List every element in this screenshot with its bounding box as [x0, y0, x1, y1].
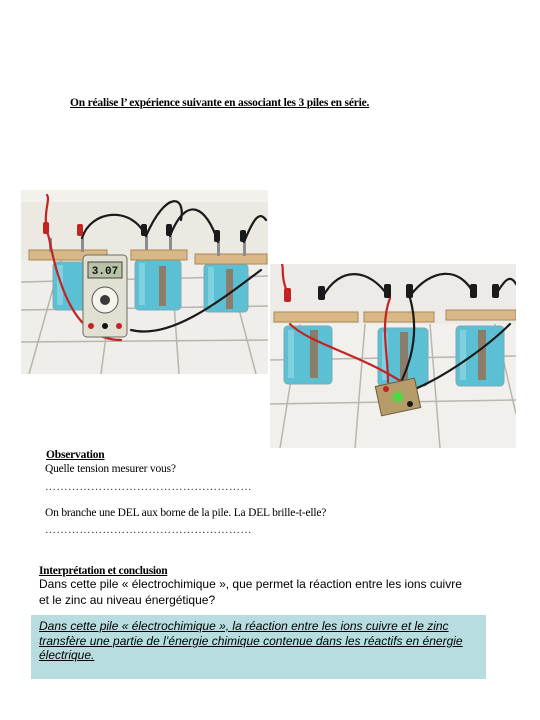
interpretation-title: Interprétation et conclusion — [39, 565, 168, 577]
intro-text: On réalise l’ expérience suivante en associant les 3 piles en série. — [70, 97, 370, 109]
answer-text: Dans cette pile « électrochimique », la réaction entre les ions cuivre et le zinc transfère une partie de l’énergie chimique contenue dans les réactifs en énergie électrique. — [39, 619, 463, 662]
observation-title: Observation — [46, 449, 105, 461]
photo-cells-led — [270, 264, 516, 448]
beaker-4 — [284, 326, 332, 384]
photo-cells-multimeter — [21, 190, 268, 374]
answer-line-voltage[interactable]: ……………………………………………… — [45, 481, 252, 493]
question-voltage: Quelle tension mesurer vous? — [45, 463, 176, 475]
interpretation-question-line1: Dans cette pile « électrochimique », que permet la réaction entre les ions cuivre — [39, 577, 462, 591]
interpretation-question-line2: et le zinc au niveau énergétique? — [39, 593, 216, 607]
beaker-2 — [135, 260, 181, 310]
question-led: On branche une DEL aux borne de la pile. La DEL brille-t-elle? — [45, 507, 327, 519]
multimeter — [83, 255, 127, 337]
answer-line-led[interactable]: ……………………………………………… — [45, 524, 252, 536]
multimeter-reading: 3.07 — [91, 266, 119, 278]
